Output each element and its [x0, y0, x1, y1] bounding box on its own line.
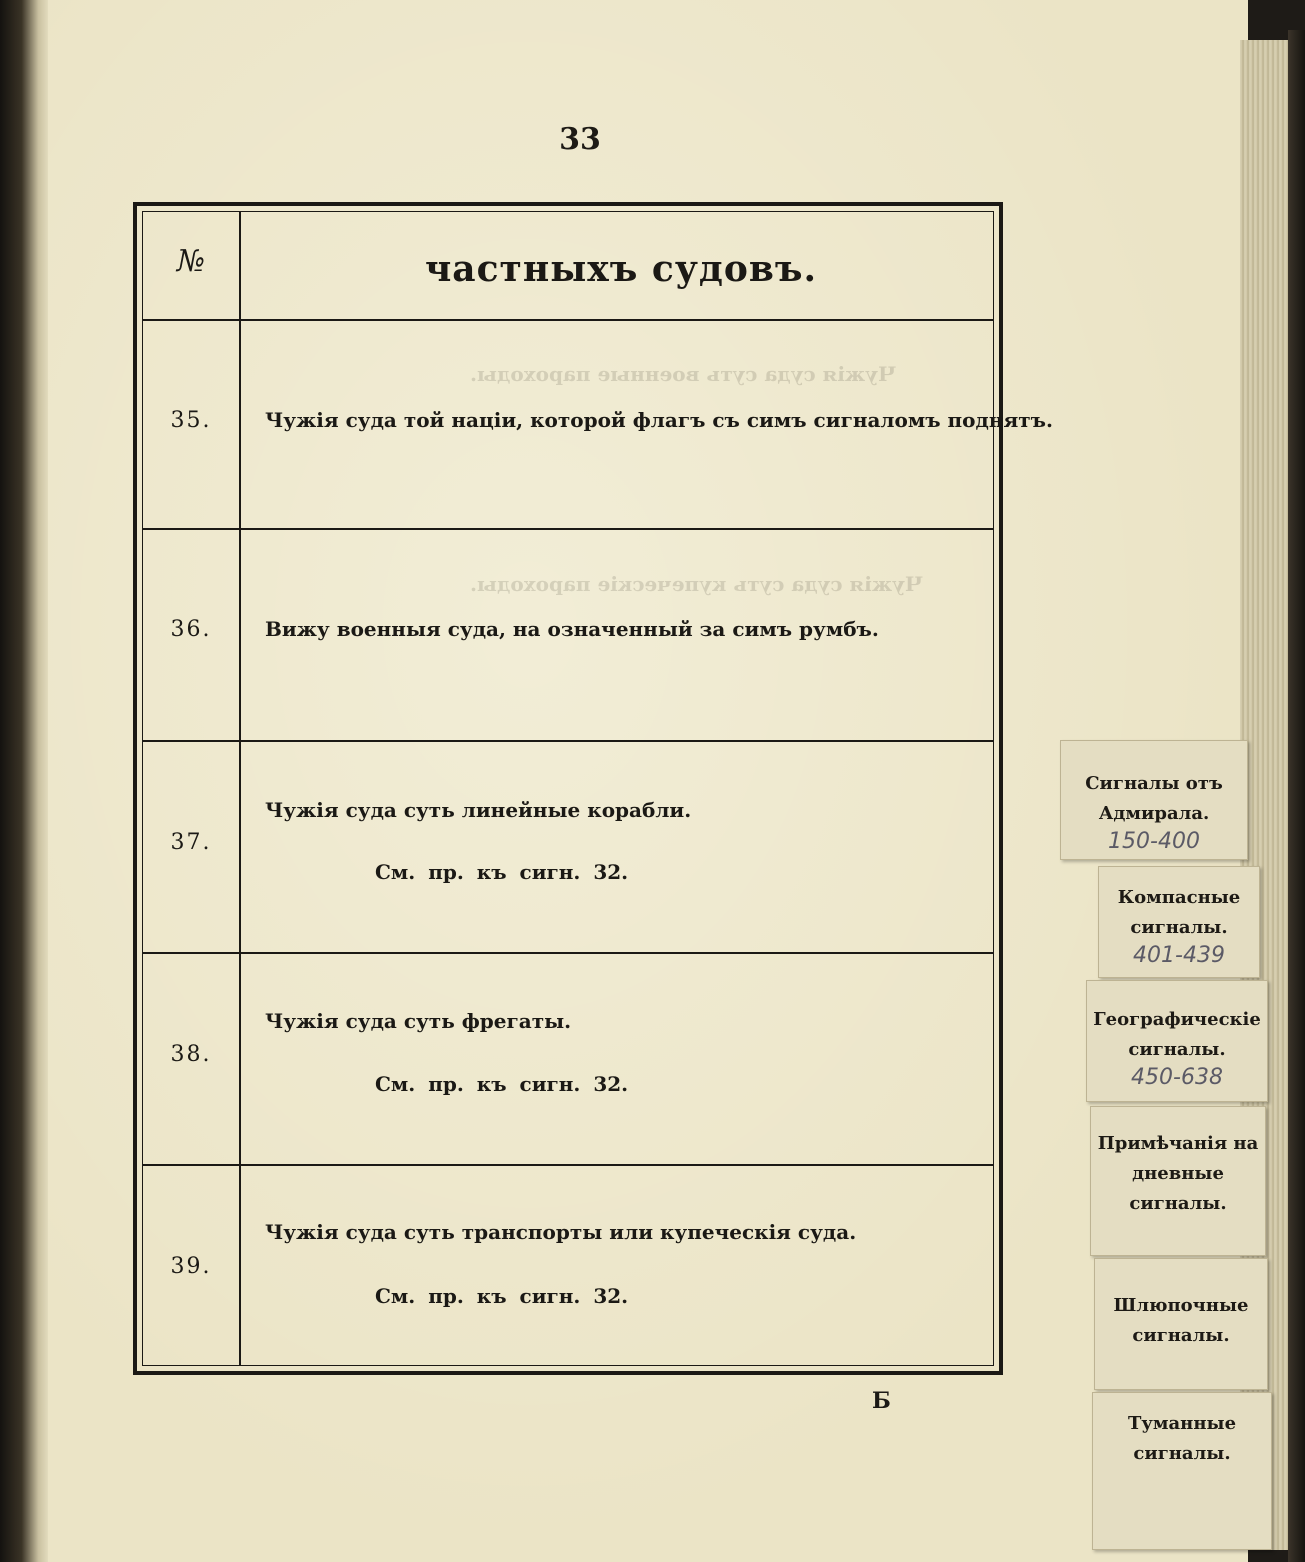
book-spine-shadow [0, 0, 48, 1562]
tab-label: сигналы. [1128, 1039, 1226, 1060]
tab-label: дневные [1132, 1163, 1224, 1184]
tab-label: сигналы. [1130, 917, 1228, 938]
tab-label: Сигналы отъ [1085, 773, 1223, 794]
tab-label: Адмирала. [1098, 803, 1210, 824]
index-tab-compass-signals[interactable] [1098, 866, 1260, 978]
row-divider [143, 319, 993, 321]
table-row-reference: См. пр. къ сигн. 32. [375, 860, 629, 884]
table-row-text: Чужія суда суть линейные корабли. [265, 798, 692, 822]
table-row-text: Чужія суда суть транспорты или купеческія суда. [265, 1220, 857, 1244]
table-row-reference: См. пр. къ сигн. 32. [375, 1284, 629, 1308]
index-tab-geographic-signals[interactable] [1086, 980, 1268, 1102]
row-divider [143, 740, 993, 742]
table-row-text: Чужія суда той націи, которой флагъ съ симъ сигналомъ поднятъ. [265, 408, 1053, 432]
signal-table [133, 202, 1053, 1375]
tab-label: Туманные [1127, 1413, 1237, 1434]
show-through-text: Чужія суда суть купеческіе пароходы. [470, 572, 924, 596]
table-row-number: 37. [170, 830, 212, 855]
header-title: частныхъ судовъ. [424, 248, 818, 290]
tab-label: сигналы. [1132, 1325, 1230, 1346]
row-divider [143, 528, 993, 530]
index-tab-day-signal-notes[interactable] [1090, 1106, 1266, 1256]
tab-label: сигналы. [1129, 1193, 1227, 1214]
tab-label: Примѣчанія на [1097, 1133, 1259, 1154]
tab-handwritten-range: 450-638 [1131, 1065, 1223, 1090]
tab-handwritten-range: 401-439 [1133, 943, 1225, 968]
index-tab-fog-signals[interactable] [1092, 1392, 1272, 1550]
table-row-number: 38. [170, 1042, 212, 1067]
signal-table-inner [142, 211, 1053, 1366]
index-tab-boat-signals[interactable] [1094, 1258, 1268, 1390]
column-divider [239, 212, 241, 1365]
tab-label: Шлюпочные [1113, 1295, 1249, 1316]
row-divider [143, 952, 993, 954]
table-row-text: Чужія суда суть фрегаты. [265, 1009, 572, 1033]
tab-label: сигналы. [1133, 1443, 1231, 1464]
header-number-label: № [176, 244, 206, 279]
tab-label: Компасные [1117, 887, 1241, 908]
signature-mark: Б [872, 1388, 891, 1414]
tab-handwritten-range: 150-400 [1108, 829, 1200, 854]
row-divider [143, 1164, 993, 1166]
book-cover-edge [1288, 30, 1305, 1562]
table-row-text: Вижу военныя суда, на означенный за симъ румбъ. [265, 617, 879, 641]
tab-label: Географическіе [1093, 1009, 1261, 1030]
table-row-number: 35. [170, 408, 212, 433]
show-through-text: Чужія суда суть военные пароходы. [470, 362, 897, 386]
table-row-number: 36. [170, 617, 212, 642]
table-row-number: 39. [170, 1254, 212, 1279]
table-row-reference: См. пр. къ сигн. 32. [375, 1072, 629, 1096]
index-tab-admiral-signals[interactable] [1060, 740, 1248, 860]
page-number: 33 [559, 122, 601, 157]
